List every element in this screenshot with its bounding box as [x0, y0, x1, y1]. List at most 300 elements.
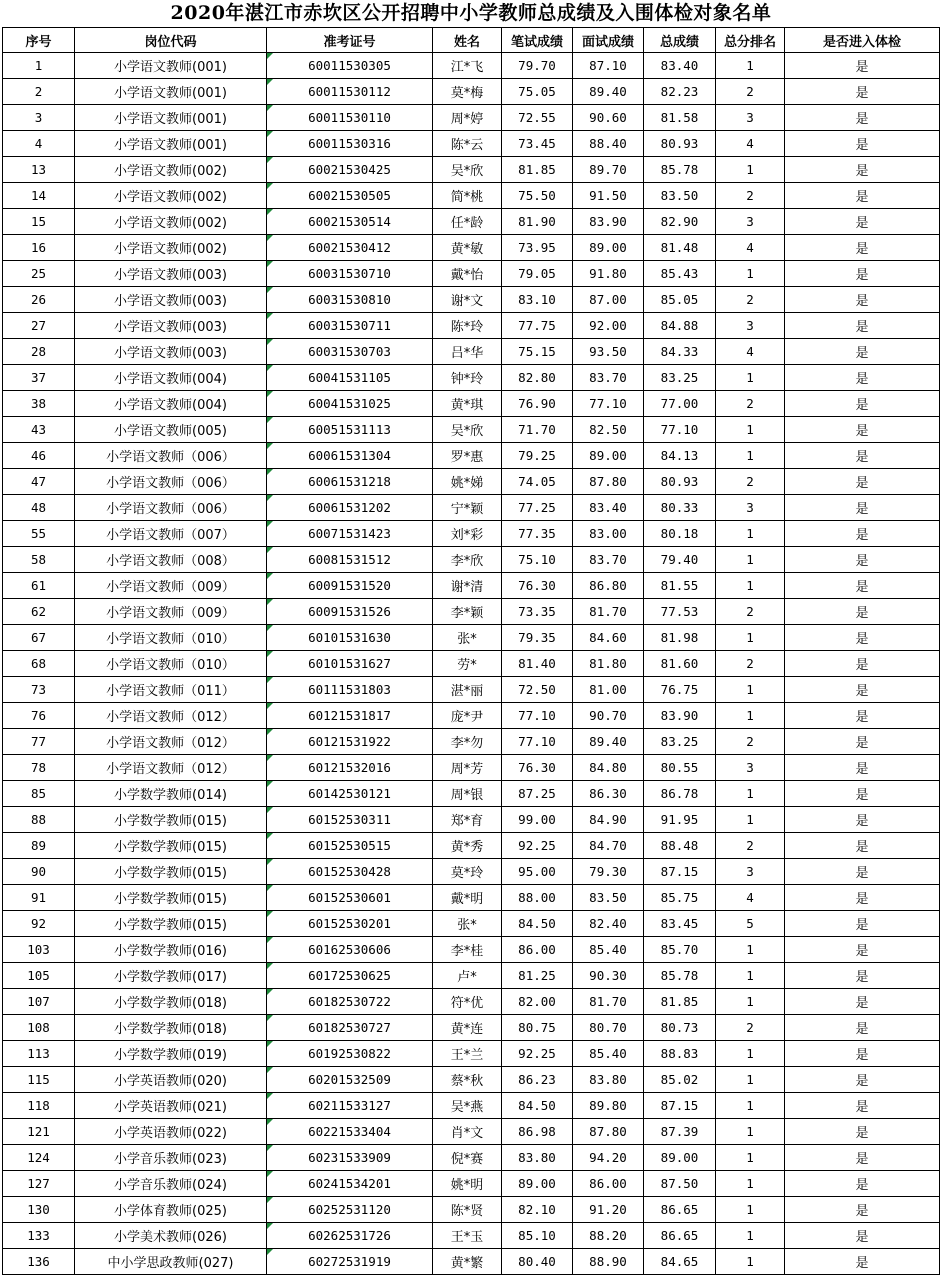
table-row: [3, 261, 940, 287]
interview-score-cell: 83.40: [573, 495, 644, 521]
total-score-cell: 81.48: [644, 235, 716, 261]
name-cell: 吴*欣: [433, 417, 502, 443]
table-row: [3, 365, 940, 391]
seq-cell: 118: [3, 1093, 75, 1119]
seq-cell: 76: [3, 703, 75, 729]
name-cell: 王*玉: [433, 1223, 502, 1249]
total-score-cell: 81.98: [644, 625, 716, 651]
post-code-cell: 小学语文教师(003): [75, 313, 267, 339]
rank-cell: 5: [716, 911, 785, 937]
rank-cell: 2: [716, 469, 785, 495]
post-code-cell: 小学语文教师(005): [75, 417, 267, 443]
post-code-cell: 小学语文教师(004): [75, 391, 267, 417]
post-code-cell: 小学体育教师(025): [75, 1197, 267, 1223]
rank-cell: 3: [716, 313, 785, 339]
total-score-cell: 87.15: [644, 859, 716, 885]
medical-check-cell: 是: [785, 157, 940, 183]
rank-cell: 2: [716, 833, 785, 859]
name-cell: 卢*: [433, 963, 502, 989]
written-score-cell: 88.00: [502, 885, 573, 911]
post-code-cell: 小学数学教师(015): [75, 859, 267, 885]
table-row: [3, 703, 940, 729]
name-cell: 张*: [433, 625, 502, 651]
written-score-cell: 71.70: [502, 417, 573, 443]
exam-id-cell: 60061531304: [267, 443, 433, 469]
interview-score-cell: 84.60: [573, 625, 644, 651]
table-row: [3, 781, 940, 807]
medical-check-cell: 是: [785, 885, 940, 911]
name-cell: 湛*丽: [433, 677, 502, 703]
post-code-cell: 小学语文教师(002): [75, 209, 267, 235]
medical-check-cell: 是: [785, 625, 940, 651]
name-cell: 黄*敏: [433, 235, 502, 261]
post-code-cell: 小学语文教师(003): [75, 287, 267, 313]
post-code-cell: 小学数学教师(015): [75, 807, 267, 833]
interview-score-cell: 91.20: [573, 1197, 644, 1223]
interview-score-cell: 86.80: [573, 573, 644, 599]
medical-check-cell: 是: [785, 313, 940, 339]
post-code-cell: 小学语文教师(001): [75, 105, 267, 131]
exam-id-cell: 60221533404: [267, 1119, 433, 1145]
medical-check-cell: 是: [785, 391, 940, 417]
rank-cell: 4: [716, 885, 785, 911]
table-row: [3, 183, 940, 209]
table-row: [3, 521, 940, 547]
interview-score-cell: 91.80: [573, 261, 644, 287]
total-score-cell: 81.58: [644, 105, 716, 131]
interview-score-cell: 82.50: [573, 417, 644, 443]
name-cell: 陈*玲: [433, 313, 502, 339]
written-score-cell: 85.10: [502, 1223, 573, 1249]
exam-id-cell: 60011530316: [267, 131, 433, 157]
rank-cell: 1: [716, 677, 785, 703]
exam-id-cell: 60121531922: [267, 729, 433, 755]
table-row: [3, 807, 940, 833]
written-score-cell: 80.40: [502, 1249, 573, 1275]
interview-score-cell: 90.60: [573, 105, 644, 131]
seq-cell: 127: [3, 1171, 75, 1197]
table-row: [3, 495, 940, 521]
exam-id-cell: 60051531113: [267, 417, 433, 443]
rank-cell: 2: [716, 391, 785, 417]
interview-score-cell: 93.50: [573, 339, 644, 365]
rank-cell: 1: [716, 1041, 785, 1067]
post-code-cell: 小学语文教师（006）: [75, 469, 267, 495]
rank-cell: 1: [716, 1119, 785, 1145]
post-code-cell: 小学语文教师（012）: [75, 755, 267, 781]
seq-cell: 113: [3, 1041, 75, 1067]
name-cell: 肖*文: [433, 1119, 502, 1145]
table-row: [3, 599, 940, 625]
interview-score-cell: 84.70: [573, 833, 644, 859]
total-score-cell: 80.55: [644, 755, 716, 781]
rank-cell: 2: [716, 599, 785, 625]
exam-id-cell: 60011530305: [267, 53, 433, 79]
seq-cell: 16: [3, 235, 75, 261]
medical-check-cell: 是: [785, 599, 940, 625]
post-code-cell: 小学数学教师(015): [75, 911, 267, 937]
interview-score-cell: 85.40: [573, 937, 644, 963]
written-score-cell: 75.05: [502, 79, 573, 105]
exam-id-cell: 60031530703: [267, 339, 433, 365]
written-score-cell: 84.50: [502, 911, 573, 937]
total-score-cell: 81.85: [644, 989, 716, 1015]
seq-cell: 14: [3, 183, 75, 209]
medical-check-cell: 是: [785, 677, 940, 703]
interview-score-cell: 87.80: [573, 1119, 644, 1145]
exam-id-cell: 60152530311: [267, 807, 433, 833]
seq-cell: 68: [3, 651, 75, 677]
post-code-cell: 小学语文教师（006）: [75, 495, 267, 521]
rank-cell: 1: [716, 781, 785, 807]
total-score-cell: 85.02: [644, 1067, 716, 1093]
total-score-cell: 76.75: [644, 677, 716, 703]
seq-cell: 89: [3, 833, 75, 859]
name-cell: 李*桂: [433, 937, 502, 963]
rank-cell: 1: [716, 573, 785, 599]
written-score-cell: 82.00: [502, 989, 573, 1015]
rank-cell: 3: [716, 755, 785, 781]
rank-cell: 1: [716, 547, 785, 573]
medical-check-cell: 是: [785, 1145, 940, 1171]
interview-score-cell: 86.30: [573, 781, 644, 807]
rank-cell: 1: [716, 1067, 785, 1093]
total-score-cell: 89.00: [644, 1145, 716, 1171]
medical-check-cell: 是: [785, 287, 940, 313]
total-score-cell: 91.95: [644, 807, 716, 833]
rank-cell: 1: [716, 1223, 785, 1249]
exam-id-cell: 60152530428: [267, 859, 433, 885]
exam-id-cell: 60101531630: [267, 625, 433, 651]
seq-cell: 67: [3, 625, 75, 651]
written-score-cell: 73.95: [502, 235, 573, 261]
written-score-cell: 77.75: [502, 313, 573, 339]
rank-cell: 4: [716, 339, 785, 365]
exam-id-cell: 60182530727: [267, 1015, 433, 1041]
written-score-cell: 75.50: [502, 183, 573, 209]
medical-check-cell: 是: [785, 703, 940, 729]
rank-cell: 1: [716, 703, 785, 729]
total-score-cell: 84.13: [644, 443, 716, 469]
exam-id-cell: 60081531512: [267, 547, 433, 573]
exam-id-cell: 60152530201: [267, 911, 433, 937]
seq-cell: 15: [3, 209, 75, 235]
post-code-cell: 小学语文教师(001): [75, 131, 267, 157]
seq-cell: 130: [3, 1197, 75, 1223]
table-row: [3, 391, 940, 417]
exam-id-cell: 60241534201: [267, 1171, 433, 1197]
seq-cell: 26: [3, 287, 75, 313]
medical-check-cell: 是: [785, 209, 940, 235]
seq-cell: 85: [3, 781, 75, 807]
name-cell: 简*桃: [433, 183, 502, 209]
name-cell: 谢*清: [433, 573, 502, 599]
name-cell: 周*婷: [433, 105, 502, 131]
total-score-cell: 85.70: [644, 937, 716, 963]
medical-check-cell: 是: [785, 1041, 940, 1067]
table-row: [3, 1171, 940, 1197]
rank-cell: 1: [716, 937, 785, 963]
interview-score-cell: 91.50: [573, 183, 644, 209]
written-score-cell: 81.90: [502, 209, 573, 235]
medical-check-cell: 是: [785, 963, 940, 989]
interview-score-cell: 89.00: [573, 443, 644, 469]
seq-cell: 27: [3, 313, 75, 339]
rank-cell: 1: [716, 625, 785, 651]
exam-id-cell: 60091531520: [267, 573, 433, 599]
name-cell: 李*欣: [433, 547, 502, 573]
table-row: [3, 833, 940, 859]
total-score-cell: 77.10: [644, 417, 716, 443]
medical-check-cell: 是: [785, 495, 940, 521]
post-code-cell: 小学数学教师(018): [75, 989, 267, 1015]
header-exam-id: 准考证号: [267, 28, 433, 53]
medical-check-cell: 是: [785, 937, 940, 963]
medical-check-cell: 是: [785, 781, 940, 807]
post-code-cell: 小学语文教师（008）: [75, 547, 267, 573]
rank-cell: 1: [716, 1145, 785, 1171]
interview-score-cell: 88.20: [573, 1223, 644, 1249]
name-cell: 张*: [433, 911, 502, 937]
medical-check-cell: 是: [785, 547, 940, 573]
rank-cell: 3: [716, 105, 785, 131]
name-cell: 陈*贤: [433, 1197, 502, 1223]
seq-cell: 61: [3, 573, 75, 599]
total-score-cell: 80.33: [644, 495, 716, 521]
exam-id-cell: 60142530121: [267, 781, 433, 807]
interview-score-cell: 83.70: [573, 547, 644, 573]
rank-cell: 1: [716, 1171, 785, 1197]
interview-score-cell: 92.00: [573, 313, 644, 339]
exam-id-cell: 60021530505: [267, 183, 433, 209]
seq-cell: 28: [3, 339, 75, 365]
interview-score-cell: 83.50: [573, 885, 644, 911]
post-code-cell: 小学语文教师(001): [75, 79, 267, 105]
rank-cell: 1: [716, 1249, 785, 1275]
exam-id-cell: 60231533909: [267, 1145, 433, 1171]
table-row: [3, 1015, 940, 1041]
rank-cell: 1: [716, 53, 785, 79]
rank-cell: 3: [716, 495, 785, 521]
total-score-cell: 84.88: [644, 313, 716, 339]
written-score-cell: 76.30: [502, 755, 573, 781]
written-score-cell: 81.25: [502, 963, 573, 989]
post-code-cell: 小学数学教师(014): [75, 781, 267, 807]
post-code-cell: 小学英语教师(022): [75, 1119, 267, 1145]
header-post-code: 岗位代码: [75, 28, 267, 53]
total-score-cell: 79.40: [644, 547, 716, 573]
seq-cell: 92: [3, 911, 75, 937]
exam-id-cell: 60021530412: [267, 235, 433, 261]
total-score-cell: 85.75: [644, 885, 716, 911]
total-score-cell: 83.40: [644, 53, 716, 79]
post-code-cell: 小学语文教师（006）: [75, 443, 267, 469]
seq-cell: 136: [3, 1249, 75, 1275]
total-score-cell: 85.78: [644, 963, 716, 989]
written-score-cell: 77.10: [502, 729, 573, 755]
table-row: [3, 339, 940, 365]
post-code-cell: 小学数学教师(017): [75, 963, 267, 989]
table-row: [3, 989, 940, 1015]
interview-score-cell: 87.80: [573, 469, 644, 495]
table-row: [3, 1249, 940, 1275]
interview-score-cell: 81.70: [573, 599, 644, 625]
rank-cell: 1: [716, 963, 785, 989]
medical-check-cell: 是: [785, 105, 940, 131]
table-row: [3, 313, 940, 339]
rank-cell: 1: [716, 261, 785, 287]
table-row: [3, 1145, 940, 1171]
rank-cell: 1: [716, 521, 785, 547]
name-cell: 黄*秀: [433, 833, 502, 859]
header-total-score: 总成绩: [644, 28, 716, 53]
post-code-cell: 小学数学教师(019): [75, 1041, 267, 1067]
interview-score-cell: 87.00: [573, 287, 644, 313]
table-row: [3, 1093, 940, 1119]
exam-id-cell: 60021530514: [267, 209, 433, 235]
name-cell: 谢*文: [433, 287, 502, 313]
table-row: [3, 1223, 940, 1249]
rank-cell: 3: [716, 859, 785, 885]
medical-check-cell: 是: [785, 1119, 940, 1145]
medical-check-cell: 是: [785, 131, 940, 157]
written-score-cell: 75.10: [502, 547, 573, 573]
written-score-cell: 76.30: [502, 573, 573, 599]
name-cell: 王*兰: [433, 1041, 502, 1067]
seq-cell: 115: [3, 1067, 75, 1093]
table-row: [3, 1119, 940, 1145]
seq-cell: 48: [3, 495, 75, 521]
name-cell: 庞*尹: [433, 703, 502, 729]
name-cell: 黄*连: [433, 1015, 502, 1041]
written-score-cell: 79.35: [502, 625, 573, 651]
written-score-cell: 99.00: [502, 807, 573, 833]
interview-score-cell: 88.40: [573, 131, 644, 157]
written-score-cell: 83.80: [502, 1145, 573, 1171]
written-score-cell: 72.50: [502, 677, 573, 703]
seq-cell: 1: [3, 53, 75, 79]
total-score-cell: 85.78: [644, 157, 716, 183]
name-cell: 黄*琪: [433, 391, 502, 417]
seq-cell: 121: [3, 1119, 75, 1145]
written-score-cell: 77.25: [502, 495, 573, 521]
medical-check-cell: 是: [785, 1171, 940, 1197]
table-row: [3, 53, 940, 79]
post-code-cell: 小学数学教师(018): [75, 1015, 267, 1041]
total-score-cell: 82.90: [644, 209, 716, 235]
interview-score-cell: 83.80: [573, 1067, 644, 1093]
written-score-cell: 79.70: [502, 53, 573, 79]
rank-cell: 2: [716, 1015, 785, 1041]
interview-score-cell: 89.40: [573, 79, 644, 105]
medical-check-cell: 是: [785, 235, 940, 261]
post-code-cell: 小学数学教师(016): [75, 937, 267, 963]
seq-cell: 107: [3, 989, 75, 1015]
written-score-cell: 79.05: [502, 261, 573, 287]
exam-id-cell: 60061531218: [267, 469, 433, 495]
rank-cell: 4: [716, 235, 785, 261]
written-score-cell: 77.35: [502, 521, 573, 547]
exam-id-cell: 60011530110: [267, 105, 433, 131]
post-code-cell: 小学语文教师（009）: [75, 599, 267, 625]
rank-cell: 4: [716, 131, 785, 157]
seq-cell: 91: [3, 885, 75, 911]
exam-id-cell: 60111531803: [267, 677, 433, 703]
exam-id-cell: 60121532016: [267, 755, 433, 781]
seq-cell: 78: [3, 755, 75, 781]
written-score-cell: 75.15: [502, 339, 573, 365]
interview-score-cell: 83.90: [573, 209, 644, 235]
name-cell: 吴*欣: [433, 157, 502, 183]
written-score-cell: 92.25: [502, 833, 573, 859]
rank-cell: 2: [716, 79, 785, 105]
post-code-cell: 小学英语教师(021): [75, 1093, 267, 1119]
post-code-cell: 小学音乐教师(024): [75, 1171, 267, 1197]
interview-score-cell: 79.30: [573, 859, 644, 885]
medical-check-cell: 是: [785, 1067, 940, 1093]
seq-cell: 55: [3, 521, 75, 547]
exam-id-cell: 60252531120: [267, 1197, 433, 1223]
name-cell: 郑*育: [433, 807, 502, 833]
total-score-cell: 83.90: [644, 703, 716, 729]
table-row: [3, 963, 940, 989]
results-table: [2, 27, 940, 1275]
table-row: [3, 105, 940, 131]
total-score-cell: 83.25: [644, 729, 716, 755]
medical-check-cell: 是: [785, 729, 940, 755]
name-cell: 陈*云: [433, 131, 502, 157]
interview-score-cell: 81.80: [573, 651, 644, 677]
written-score-cell: 72.55: [502, 105, 573, 131]
post-code-cell: 小学语文教师(002): [75, 235, 267, 261]
written-score-cell: 73.35: [502, 599, 573, 625]
exam-id-cell: 60162530606: [267, 937, 433, 963]
name-cell: 任*龄: [433, 209, 502, 235]
post-code-cell: 小学语文教师(003): [75, 339, 267, 365]
written-score-cell: 81.85: [502, 157, 573, 183]
post-code-cell: 小学语文教师（010）: [75, 625, 267, 651]
medical-check-cell: 是: [785, 339, 940, 365]
seq-cell: 103: [3, 937, 75, 963]
exam-id-cell: 60192530822: [267, 1041, 433, 1067]
interview-score-cell: 87.10: [573, 53, 644, 79]
written-score-cell: 86.98: [502, 1119, 573, 1145]
total-score-cell: 85.05: [644, 287, 716, 313]
table-row: [3, 859, 940, 885]
table-body: [3, 53, 940, 1275]
post-code-cell: 中小学思政教师(027): [75, 1249, 267, 1275]
seq-cell: 62: [3, 599, 75, 625]
interview-score-cell: 80.70: [573, 1015, 644, 1041]
table-row: [3, 1067, 940, 1093]
rank-cell: 1: [716, 1197, 785, 1223]
exam-id-cell: 60182530722: [267, 989, 433, 1015]
exam-id-cell: 60211533127: [267, 1093, 433, 1119]
medical-check-cell: 是: [785, 573, 940, 599]
total-score-cell: 81.60: [644, 651, 716, 677]
total-score-cell: 86.65: [644, 1197, 716, 1223]
name-cell: 戴*明: [433, 885, 502, 911]
written-score-cell: 73.45: [502, 131, 573, 157]
total-score-cell: 77.53: [644, 599, 716, 625]
name-cell: 莫*玲: [433, 859, 502, 885]
post-code-cell: 小学语文教师（010）: [75, 651, 267, 677]
seq-cell: 4: [3, 131, 75, 157]
medical-check-cell: 是: [785, 261, 940, 287]
name-cell: 刘*彩: [433, 521, 502, 547]
rank-cell: 2: [716, 183, 785, 209]
post-code-cell: 小学数学教师(015): [75, 885, 267, 911]
